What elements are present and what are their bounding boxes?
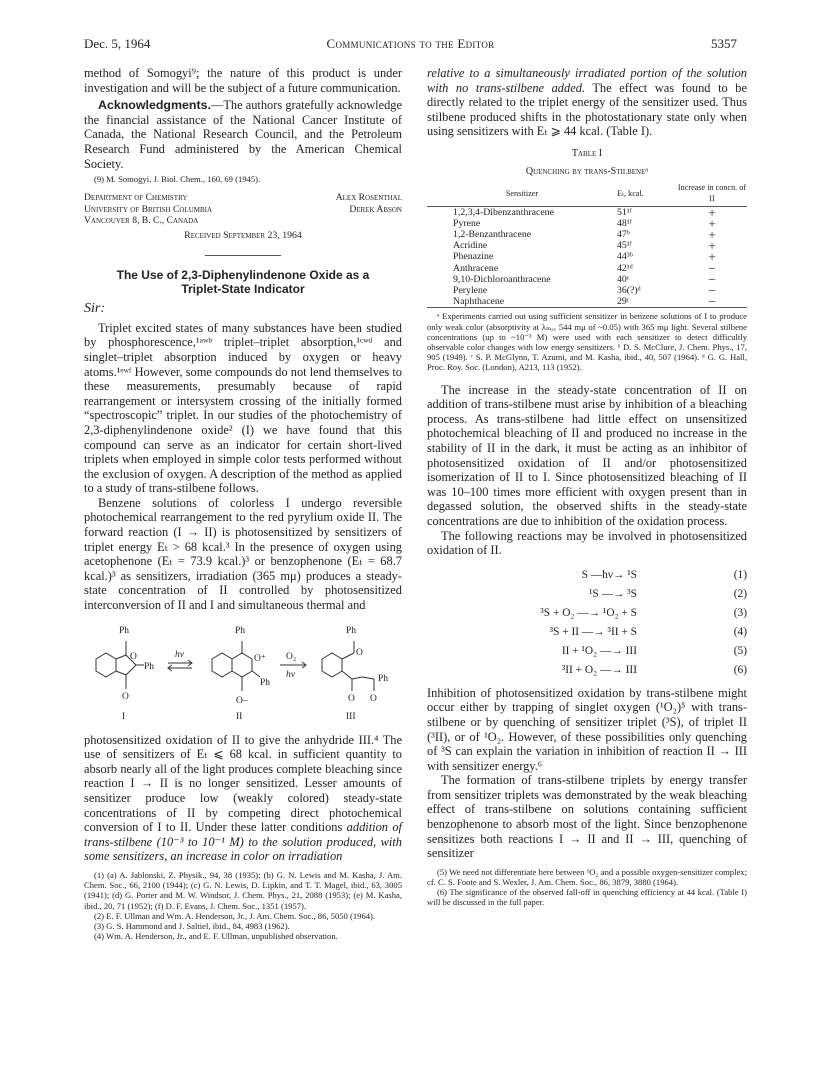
scheme-ph: Ph (119, 625, 130, 636)
table-row (427, 251, 747, 262)
paragraph-r1 (427, 66, 747, 139)
scheme-o: O (348, 693, 355, 704)
scheme-label-III: III (346, 711, 356, 722)
author-name: Derek Abson (349, 203, 402, 215)
cell-et: 36(?)ᵈ (617, 284, 641, 296)
table-body (427, 181, 747, 308)
reaction-number: (3) (733, 606, 747, 619)
reaction-number: (4) (733, 625, 747, 638)
scheme-ph: Ph (144, 661, 155, 672)
scheme-ph: Ph (378, 673, 389, 684)
reaction-scheme (84, 619, 402, 727)
col-header: Sensitizer (427, 181, 617, 206)
table-header-row (427, 181, 747, 206)
affiliation-line: University of British Columbia (84, 203, 213, 215)
cell-increase: − (708, 260, 716, 276)
reaction-equation: ¹S —→ ³S (589, 587, 637, 600)
salutation: Sir: (84, 301, 105, 317)
scheme-ph: Ph (235, 625, 246, 636)
table-row (427, 218, 747, 229)
table-row (427, 285, 747, 296)
scheme-drawing (84, 619, 402, 727)
ack-text: —The authors gratefully acknowledge the financial assistance of the National Cancer Institute of Canada, the National Research Council, and the Petroleum Research Fund administered by the American Chemical Society. (84, 98, 402, 171)
scheme-o: O (122, 691, 129, 702)
table-row (427, 240, 747, 251)
scheme-hv: hν (286, 669, 295, 680)
cell-et: 51¹ᶠ (617, 206, 632, 218)
cell-et: 42¹ᵈ (617, 262, 633, 274)
cell-sensitizer: 1,2-Benzanthracene (453, 228, 532, 240)
paragraph-r2: The increase in the steady-state concentration of II on addition of trans-stilbene must arise by inhibition of a bleaching process. As trans-stilbene had little effect on unsensitized photochemical bleaching of II and produced no increase in the stability of II in the dark, it must be acting as an inhibitor of photosensitized oxidation of II and/or photosensitized isomerization of II to I. Since photosensitized bleaching of II was 10–100 times more efficient with oxygen present than in degassed solution, the observed shifts in the steady-state concentrations are due to inhibition of the oxidation process. (427, 382, 747, 528)
cell-sensitizer: Naphthacene (427, 296, 617, 308)
cell-sensitizer: 9,10-Dichloroanthracene (453, 273, 551, 285)
issue-date: Dec. 5, 1964 (84, 36, 151, 51)
cell-et: 44³ᵇ (617, 251, 633, 263)
col-header: Eₜ, kcal. (617, 181, 677, 206)
paragraph-r1-emphasis: relative to a simultaneously irradiated portion of the solution with no trans-stilbene added. (427, 66, 747, 95)
reaction-number: (1) (733, 568, 747, 581)
cell-sensitizer: 1,2,3,4-Dibenzanthracene (453, 206, 554, 218)
cell-increase: + (708, 249, 716, 265)
paragraph-r5: The formation of trans-stilbene triplets by energy transfer from sensitizer triplets was demonstrated by the weak bleaching effect of trans-stilbene on solutions containing sufficient benzophenone to absorb most of the light. Since benzophenone sensitizes both reactions I → II and II → III, quenching of sensitizer (427, 773, 747, 861)
cell-sensitizer: Pyrene (453, 217, 481, 229)
cell-et: 29ᶜ (617, 296, 677, 308)
scheme-o-minus: O– (236, 695, 248, 706)
footnote: (4) Wm. A. Henderson, Jr., and E. F. Ullman, unpublished observation. (94, 931, 338, 942)
table-row (427, 263, 747, 274)
scheme-ph: Ph (346, 625, 357, 636)
table-row (427, 274, 747, 285)
footnote: (1) (a) A. Jablonski, Z. Physik., 94, 38 (1935); (b) G. N. Lewis and M. Kasha, J. Am. Chem. Soc., 66, 2100 (1944); (c) G. N. Lewis, D. Lipkin, and T. T. Magel, ibid., 63, 3005 (1941); (d) G. Porter and M. W. Windsor, J. Chem. Phys., 21, 2088 (1953); (e) M. Kasha, ibid., 20, 71 (1952); (f) D. F. Evans, J. Chem. Soc., 1351 (1957). (84, 869, 402, 911)
reaction-number: (5) (733, 644, 747, 657)
cell-et: 47ᵇ (617, 228, 630, 240)
reaction-equation: ³S + O₂ —→ ¹O₂ + S (540, 606, 637, 619)
received-date: Received September 23, 1964 (184, 229, 302, 241)
right-column (427, 66, 747, 908)
page-number: 5357 (711, 36, 737, 51)
cell-sensitizer: Acridine (453, 240, 488, 252)
table-footnotes (427, 311, 747, 372)
reaction (427, 623, 747, 642)
reaction-equation: II + ¹O₂ —→ III (561, 644, 637, 657)
scheme-o2: O₂ (286, 651, 297, 662)
left-column (84, 66, 402, 941)
paragraph-3-emphasis: addition of trans-stilbene (10⁻³ to 10⁻¹ M) to the solution produced, with some sensitizers, an increase in color on irradiation (84, 820, 402, 864)
author-name: Alex Rosenthal (335, 192, 402, 204)
paragraph-r4: Inhibition of photosensitized oxidation by trans-stilbene might occur either by trapping of singlet oxygen (¹O₂)⁵ with trans-stilbene or by quenching of sensitizer triplet (³S), of triplet II (³II), or of ¹O₂. However, of these possibilities only quenching of ³S can explain the variation in inhibition of reaction II → III with sensitizer energy.⁶ (427, 685, 747, 773)
cell-et: 40ᶜ (617, 273, 630, 285)
affiliation-line: Department of Chemistry (84, 192, 188, 204)
cell-sensitizer: Phenazine (453, 251, 494, 263)
cell-increase: + (708, 226, 716, 242)
paragraph-r3: The following reactions may be involved in photosensitized oxidation of II. (427, 528, 747, 558)
reaction-number: (6) (733, 663, 747, 676)
table-caption: Quenching by trans-Stilbeneᵃ (525, 165, 649, 177)
scheme-o: O (356, 647, 363, 658)
table-footnote: ᵃ Experiments carried out using sufficient sensitizer in benzene solutions of I to produce only weak color (absorptivity at λₘₐₓ 544 mμ of ~0.05) with 365 mμ light. Several stilbene concentrations (up to ~10⁻¹ M) were used with each sensitizer to detect difficultly observable color changes with low energy sensitizers. ᵇ D. S. McClure, J. Chem. Phys., 17, 905 (1949). ᶜ S. P. McGlynn, T. Azumi, and M. Kasha, ibid., 40, 507 (1964). ᵈ G. G. Hall, Proc. Roy. Soc. (London), A213, 113 (1952). (427, 311, 747, 373)
paragraph-2: Benzene solutions of colorless I undergo reversible photochemical rearrangement to the red pyrylium oxide II. The forward reaction (I → II) is photosensitized by sensitizers of triplet energy Eₜ > 68 kcal.³ In the presence of oxygen using acetophenone (Eₜ = 73.9 kcal.)³ or benzophenone (Eₜ = 68.7 kcal.)³ as sensitizers, irradiation (365 mμ) produces a steady-state concentration of II controlled by photosensitized interconversion of II and I and simultaneous thermal and (84, 495, 402, 613)
paragraph-3 (84, 733, 402, 864)
reaction (427, 566, 747, 585)
cell-increase: + (708, 204, 716, 220)
reaction-equation: ³II + O₂ —→ III (561, 663, 637, 676)
footnotes (84, 870, 402, 941)
table-row (427, 206, 747, 218)
cell-increase: + (708, 238, 716, 254)
author-block (84, 192, 402, 226)
title-line: Triplet-State Indicator (181, 282, 305, 297)
table-row (427, 229, 747, 240)
scheme-label-II: II (236, 711, 243, 722)
reaction (427, 604, 747, 623)
journal-section: Communications to the Editor (326, 36, 495, 51)
article-title (84, 268, 402, 296)
cell-sensitizer: Perylene (453, 284, 488, 296)
reaction-number: (2) (733, 587, 747, 600)
reaction (427, 585, 747, 604)
reaction-equation: S —hν→ ¹S (581, 568, 637, 581)
footnote: (2) E. F. Ullman and Wm. A. Henderson, Jr., J. Am. Chem. Soc., 86, 5050 (1964). (94, 910, 376, 921)
cell-increase: − (708, 271, 716, 287)
scheme-label-I: I (122, 711, 126, 722)
col-header: Increase in concn. of II (677, 181, 747, 206)
affiliation-line: Vancouver 8, B. C., Canada (84, 215, 199, 227)
cell-sensitizer: Anthracene (453, 262, 499, 274)
author-names (336, 192, 402, 215)
footnote: (6) The significance of the observed fall-off in quenching efficiency at 44 kcal. (Table I) will be discussed in the full paper. (427, 887, 747, 908)
cell-et: 45¹ᶠ (617, 240, 632, 252)
footnotes (427, 867, 747, 908)
continued-paragraph: method of Somogyi⁹; the nature of this product is under investigation and will be the subject of a future communication. (84, 66, 402, 95)
paragraph-r1-text: The effect was found to be directly related to the triplet energy of the sensitizer used. Thus stilbene produced shifts in the photostationary state only when using sensitizers with Eₜ ⩾ 44 kcal. (Table I). (427, 80, 747, 139)
cell-et: 48¹ᶠ (617, 217, 632, 229)
reaction (427, 642, 747, 661)
divider (205, 255, 281, 256)
ack-label: Acknowledgments. (98, 98, 211, 113)
cell-increase: − (677, 296, 747, 308)
page-header (84, 36, 737, 52)
table-row (427, 296, 747, 308)
footnote: (3) G. S. Hammond and J. Saltiel, ibid., 84, 4983 (1962). (94, 921, 290, 931)
scheme-o-plus: O⁺ (254, 653, 266, 664)
title-line: The Use of 2,3-Diphenylindenone Oxide as a (116, 268, 370, 283)
scheme-ph: Ph (260, 677, 271, 688)
reaction-equation: ³S + II —→ ³II + S (549, 625, 637, 638)
paragraph-1: Triplet excited states of many substances have been studied by phosphorescence,¹ᵃʷᵇ triplet–triplet absorption,¹ᶜʷᵈ and singlet–triplet absorption induced by oxygen or heavy atoms.¹ᵉʷᶠ However, some compounds do not lend themselves to these measurements, presumably because of rapid rearrangement or intersystem crossing of the initially formed “spectroscopic” triplet. In our studies of the photochemistry of 2,3-diphenylindenone oxide² (I) we have found that this compound can serve as an indicator for certain short-lived triplets when employed in simple color tests performed without the exclusion of oxygen. A description of the method as applied to a study of trans-stilbene follows. (84, 320, 402, 496)
ref-9: (9) M. Somogyi, J. Biol. Chem., 160, 69 (1945). (94, 174, 261, 185)
reaction-list (427, 566, 747, 680)
acknowledgments (84, 98, 402, 171)
scheme-o: O (370, 693, 377, 704)
cell-increase: + (708, 215, 716, 231)
table-label: Table I (571, 147, 603, 159)
paragraph-3-text: photosensitized oxidation of II to give the anhydride III.⁴ The use of sensitizers of Eₜ ⩽ 68 kcal. in sufficient quantity to absorb nearly all of the light produces complete bleaching since reaction I → II is no longer sensitized. Lesser amounts of sensitizer produce low (weakly colored) steady-state concentrations of II by competing direct photochemical conversion of I to II. Under these latter conditions (84, 732, 402, 835)
scheme-o: O (130, 651, 137, 662)
table-1 (427, 147, 747, 373)
reaction (427, 661, 747, 680)
scheme-hv: hν (175, 649, 184, 660)
footnote: (5) We need not differentiate here between ¹O₂ and a possible oxygen-sensitizer complex; cf. C. S. Foote and S. Wexler, J. Am. Chem. Soc., 86, 3879, 3880 (1964). (427, 866, 747, 888)
cell-increase: − (708, 282, 716, 298)
